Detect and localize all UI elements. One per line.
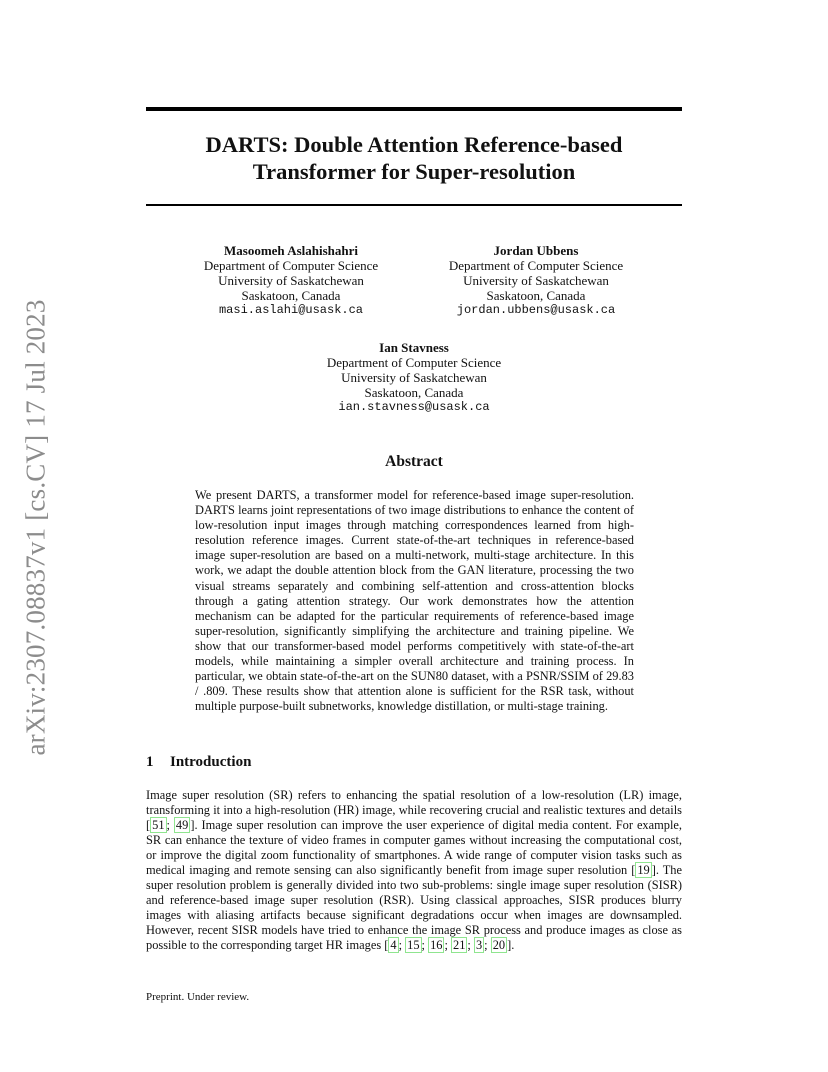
author-department: Department of Computer Science: [448, 258, 624, 273]
arxiv-identifier: [16, 296, 56, 758]
section-title: Introduction: [170, 754, 252, 770]
author-university: University of Saskatchewan: [341, 370, 487, 385]
intro-text: Image super resolution (SR) refers to enhancing the spatial resolution of a low-resolution (LR) image, transforming it into a high-resolution (HR) image, while recovering crucial and realistic textures and details [: [146, 788, 682, 833]
author-name: Jordan Ubbens: [493, 243, 579, 258]
author-name: Masoomeh Aslahishahri: [224, 243, 358, 258]
author-department: Department of Computer Science: [203, 258, 379, 273]
author-location: Saskatoon, Canada: [364, 385, 464, 400]
author-email[interactable]: ian.stavness@usask.ca: [338, 400, 490, 414]
author-email[interactable]: jordan.ubbens@usask.ca: [456, 303, 616, 317]
citation-link[interactable]: 20: [492, 938, 506, 953]
section-heading: [146, 754, 251, 771]
author-block: [186, 243, 396, 318]
citation-link[interactable]: 49: [175, 818, 189, 833]
introduction-paragraph: [146, 788, 682, 954]
intro-text: ]. Image super resolution can improve the user experience of digital media content. For example, SR can enhance the texture of video frames in computer games without increasing the computational cost, or improve the digital zoom functionality of smartphones. A wide range of computer vision tasks such as medical imaging and remote sensing can also significantly benefit from image super resolution [: [146, 818, 683, 878]
citation-separator: ;: [467, 938, 474, 953]
author-block: [430, 243, 642, 318]
author-block: [309, 340, 519, 415]
citation-separator: ;: [421, 938, 429, 953]
section-number: 1: [146, 754, 154, 770]
citation-separator: ;: [444, 938, 451, 953]
author-email[interactable]: masi.aslahi@usask.ca: [218, 303, 364, 317]
title-rule-top: [146, 107, 682, 111]
citation-link[interactable]: 16: [430, 938, 443, 953]
abstract-text: We present DARTS, a transformer model for reference-based image super-resolution. DARTS learns joint representations of two image distributions to enhance the content of low-resolution input images through matching correspondences learned from high-resolution reference images. Current state-of-the-art techniques in reference-based image super-resolution are based on a multi-network, multi-stage architecture. In this work, we adapt the double attention block from the GAN literature, processing the two visual streams separately and combining self-attention and cross-attention blocks through a gating attention strategy. Our work demonstrates how the attention mechanism can be adapted for the particular requirements of reference-based image super-resolution, significantly simplifying the architecture and training pipeline. We show that our transformer-based model performs competitively with state-of-the-art models, while maintaining a simpler overall architecture and training process. In particular, we obtain state-of-the-art on the SUN80 dataset, with a PSNR/SSIM of 29.83 / .809. These results show that attention alone is sufficient for the RSR task, without multiple purpose-built subnetworks, knowledge distillation, or multi-stage training.: [195, 488, 634, 714]
citation-link[interactable]: 21: [453, 938, 466, 953]
citation-link[interactable]: 4: [390, 938, 397, 953]
title-rule-bottom: [146, 204, 682, 206]
arxiv-identifier-text: arXiv:2307.08837v1 [cs.CV] 17 Jul 2023: [20, 298, 51, 756]
author-name: Ian Stavness: [379, 340, 449, 355]
title-line-2: Transformer for Super-resolution: [252, 159, 576, 184]
citation-separator: ;: [484, 938, 491, 953]
author-location: Saskatoon, Canada: [241, 288, 341, 303]
citation-link[interactable]: 19: [637, 863, 650, 878]
citation-separator: ;: [166, 818, 174, 833]
title-line-1: DARTS: Double Attention Reference-based: [205, 132, 623, 157]
author-department: Department of Computer Science: [326, 355, 502, 370]
footer-note: Preprint. Under review.: [146, 991, 250, 1003]
citation-separator: ;: [398, 938, 406, 953]
intro-text: ].: [507, 938, 515, 953]
citation-link[interactable]: 3: [475, 938, 483, 953]
author-university: University of Saskatchewan: [218, 273, 364, 288]
citation-link[interactable]: 15: [407, 938, 420, 953]
author-location: Saskatoon, Canada: [486, 288, 586, 303]
abstract-heading: Abstract: [385, 453, 443, 470]
paper-title: [146, 131, 682, 185]
intro-text: ]. The super resolution problem is generally divided into two sub-problems: single image super resolution (SISR) and reference-based image super resolution (RSR). Using classical approaches, SISR produces blurry images with aliasing artifacts because significant degradations occur when images are downsampled. However, recent SISR models have tried to enhance the image SR process and produce images as close as possible to the corresponding target HR images [: [146, 863, 682, 953]
citation-link[interactable]: 51: [152, 818, 165, 833]
author-university: University of Saskatchewan: [463, 273, 609, 288]
